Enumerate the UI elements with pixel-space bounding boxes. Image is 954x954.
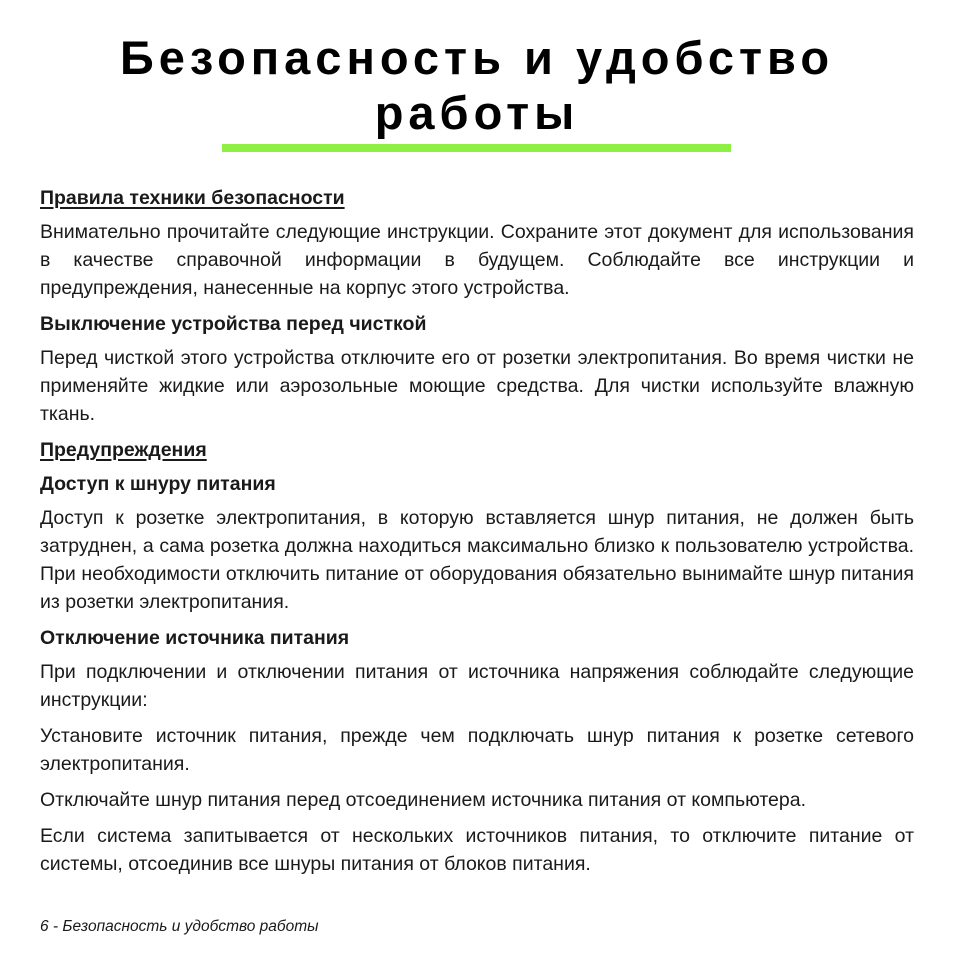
cleaning-heading: Выключение устройства перед чисткой [40, 313, 427, 335]
page-title-line-2: работы [374, 86, 580, 139]
power-source-paragraph-4: Если система запитывается от нескольких источников питания, то отключите питание от системы, отсоединив все шнуры питания от блоков питания. [40, 825, 914, 875]
page-title-line-1: Безопасность и удобство [119, 31, 835, 84]
power-source-paragraph-2: Установите источник питания, прежде чем подключать шнур питания к розетке сетевого электропитания. [40, 725, 914, 775]
power-source-heading: Отключение источника питания [40, 627, 350, 649]
power-cord-paragraph: Доступ к розетке электропитания, в которую вставляется шнур питания, не должен быть затруднен, а сама розетка должна находиться максимально близко к пользователю устройства. При необходимости отключить питание от оборудования обязательно вынимайте шнур питания из розетки электропитания. [40, 507, 914, 613]
page-footer: 6 - Безопасность и удобство работы [40, 918, 319, 935]
safety-rules-paragraph: Внимательно прочитайте следующие инструкции. Сохраните этот документ для использования в качестве справочной информации в будущем. Соблюдайте все инструкции и предупреждения, нанесенные на корпус этого устройства. [40, 221, 914, 299]
page-title [40, 30, 914, 140]
power-source-paragraph-3: Отключайте шнур питания перед отсоединением источника питания от компьютера. [40, 789, 806, 811]
power-cord-heading: Доступ к шнуру питания [40, 473, 276, 495]
title-accent-rule [222, 144, 731, 152]
safety-rules-heading: Правила техники безопасности [40, 187, 345, 209]
warnings-heading: Предупреждения [40, 439, 207, 461]
power-source-paragraph-1: При подключении и отключении питания от источника напряжения соблюдайте следующие инструкции: [40, 661, 914, 711]
cleaning-paragraph: Перед чисткой этого устройства отключите его от розетки электропитания. Во время чистки не применяйте жидкие или аэрозольные моющие средства. Для чистки используйте влажную ткань. [40, 347, 914, 425]
document-body [40, 184, 914, 886]
